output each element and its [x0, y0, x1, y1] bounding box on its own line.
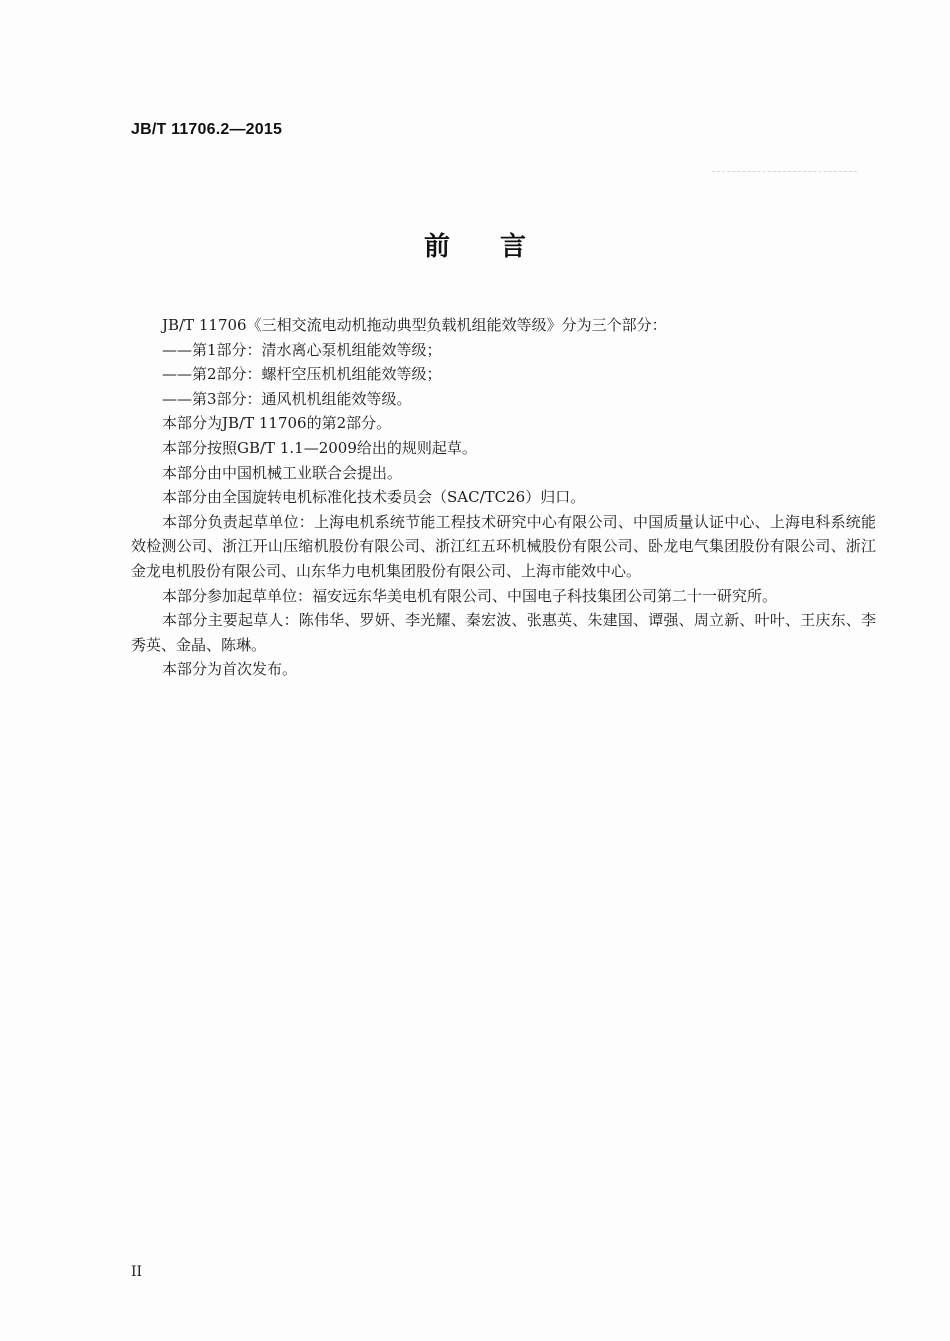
paragraph-part-statement: 本部分为JB/T 11706的第2部分。: [162, 414, 392, 433]
page-title: 前言: [423, 232, 576, 262]
paragraph-participating-units: 本部分参加起草单位：福安远东华美电机有限公司、中国电子科技集团公司第二十一研究所。: [162, 586, 778, 605]
page-number: II: [131, 1264, 143, 1280]
paragraph-drafters: 本部分主要起草人：陈伟华、罗妍、李光耀、秦宏波、张惠英、朱建国、谭强、周立新、叶叶、王庆东、李秀英、金晶、陈琳。: [131, 611, 876, 654]
list-item-part-2: ——第2部分：螺杆空压机机组能效等级；: [162, 365, 442, 384]
list-item-part-3: ——第3部分：通风机机组能效等级。: [162, 389, 412, 408]
paragraph-intro: JB/T 11706《三相交流电动机拖动典型负载机组能效等级》分为三个部分：: [162, 316, 667, 334]
paragraph-committee: 本部分由全国旋转电机标准化技术委员会（SAC/TC26）归口。: [162, 488, 586, 507]
paragraph-drafting-rules: 本部分按照GB/T 1.1—2009给出的规则起草。: [162, 438, 477, 457]
paragraph-responsible-units: 本部分负责起草单位：上海电机系统节能工程技术研究中心有限公司、中国质量认证中心、上海电科系统能效检测公司、浙江开山压缩机股份有限公司、浙江红五环机械股份有限公司、卧龙电气集团股份有限公司、浙江金龙电机股份有限公司、山东华力电机集团股份有限公司、上海市能效中心。: [131, 512, 876, 580]
paragraph-first-release: 本部分为首次发布。: [162, 660, 298, 679]
paragraph-proposer: 本部分由中国机械工业联合会提出。: [162, 463, 403, 482]
list-item-part-1: ——第1部分：清水离心泵机组能效等级；: [162, 340, 442, 359]
standard-number: JB/T 11706.2—2015: [131, 121, 283, 138]
foreword-body: [131, 313, 876, 682]
header-divider: [712, 171, 857, 172]
